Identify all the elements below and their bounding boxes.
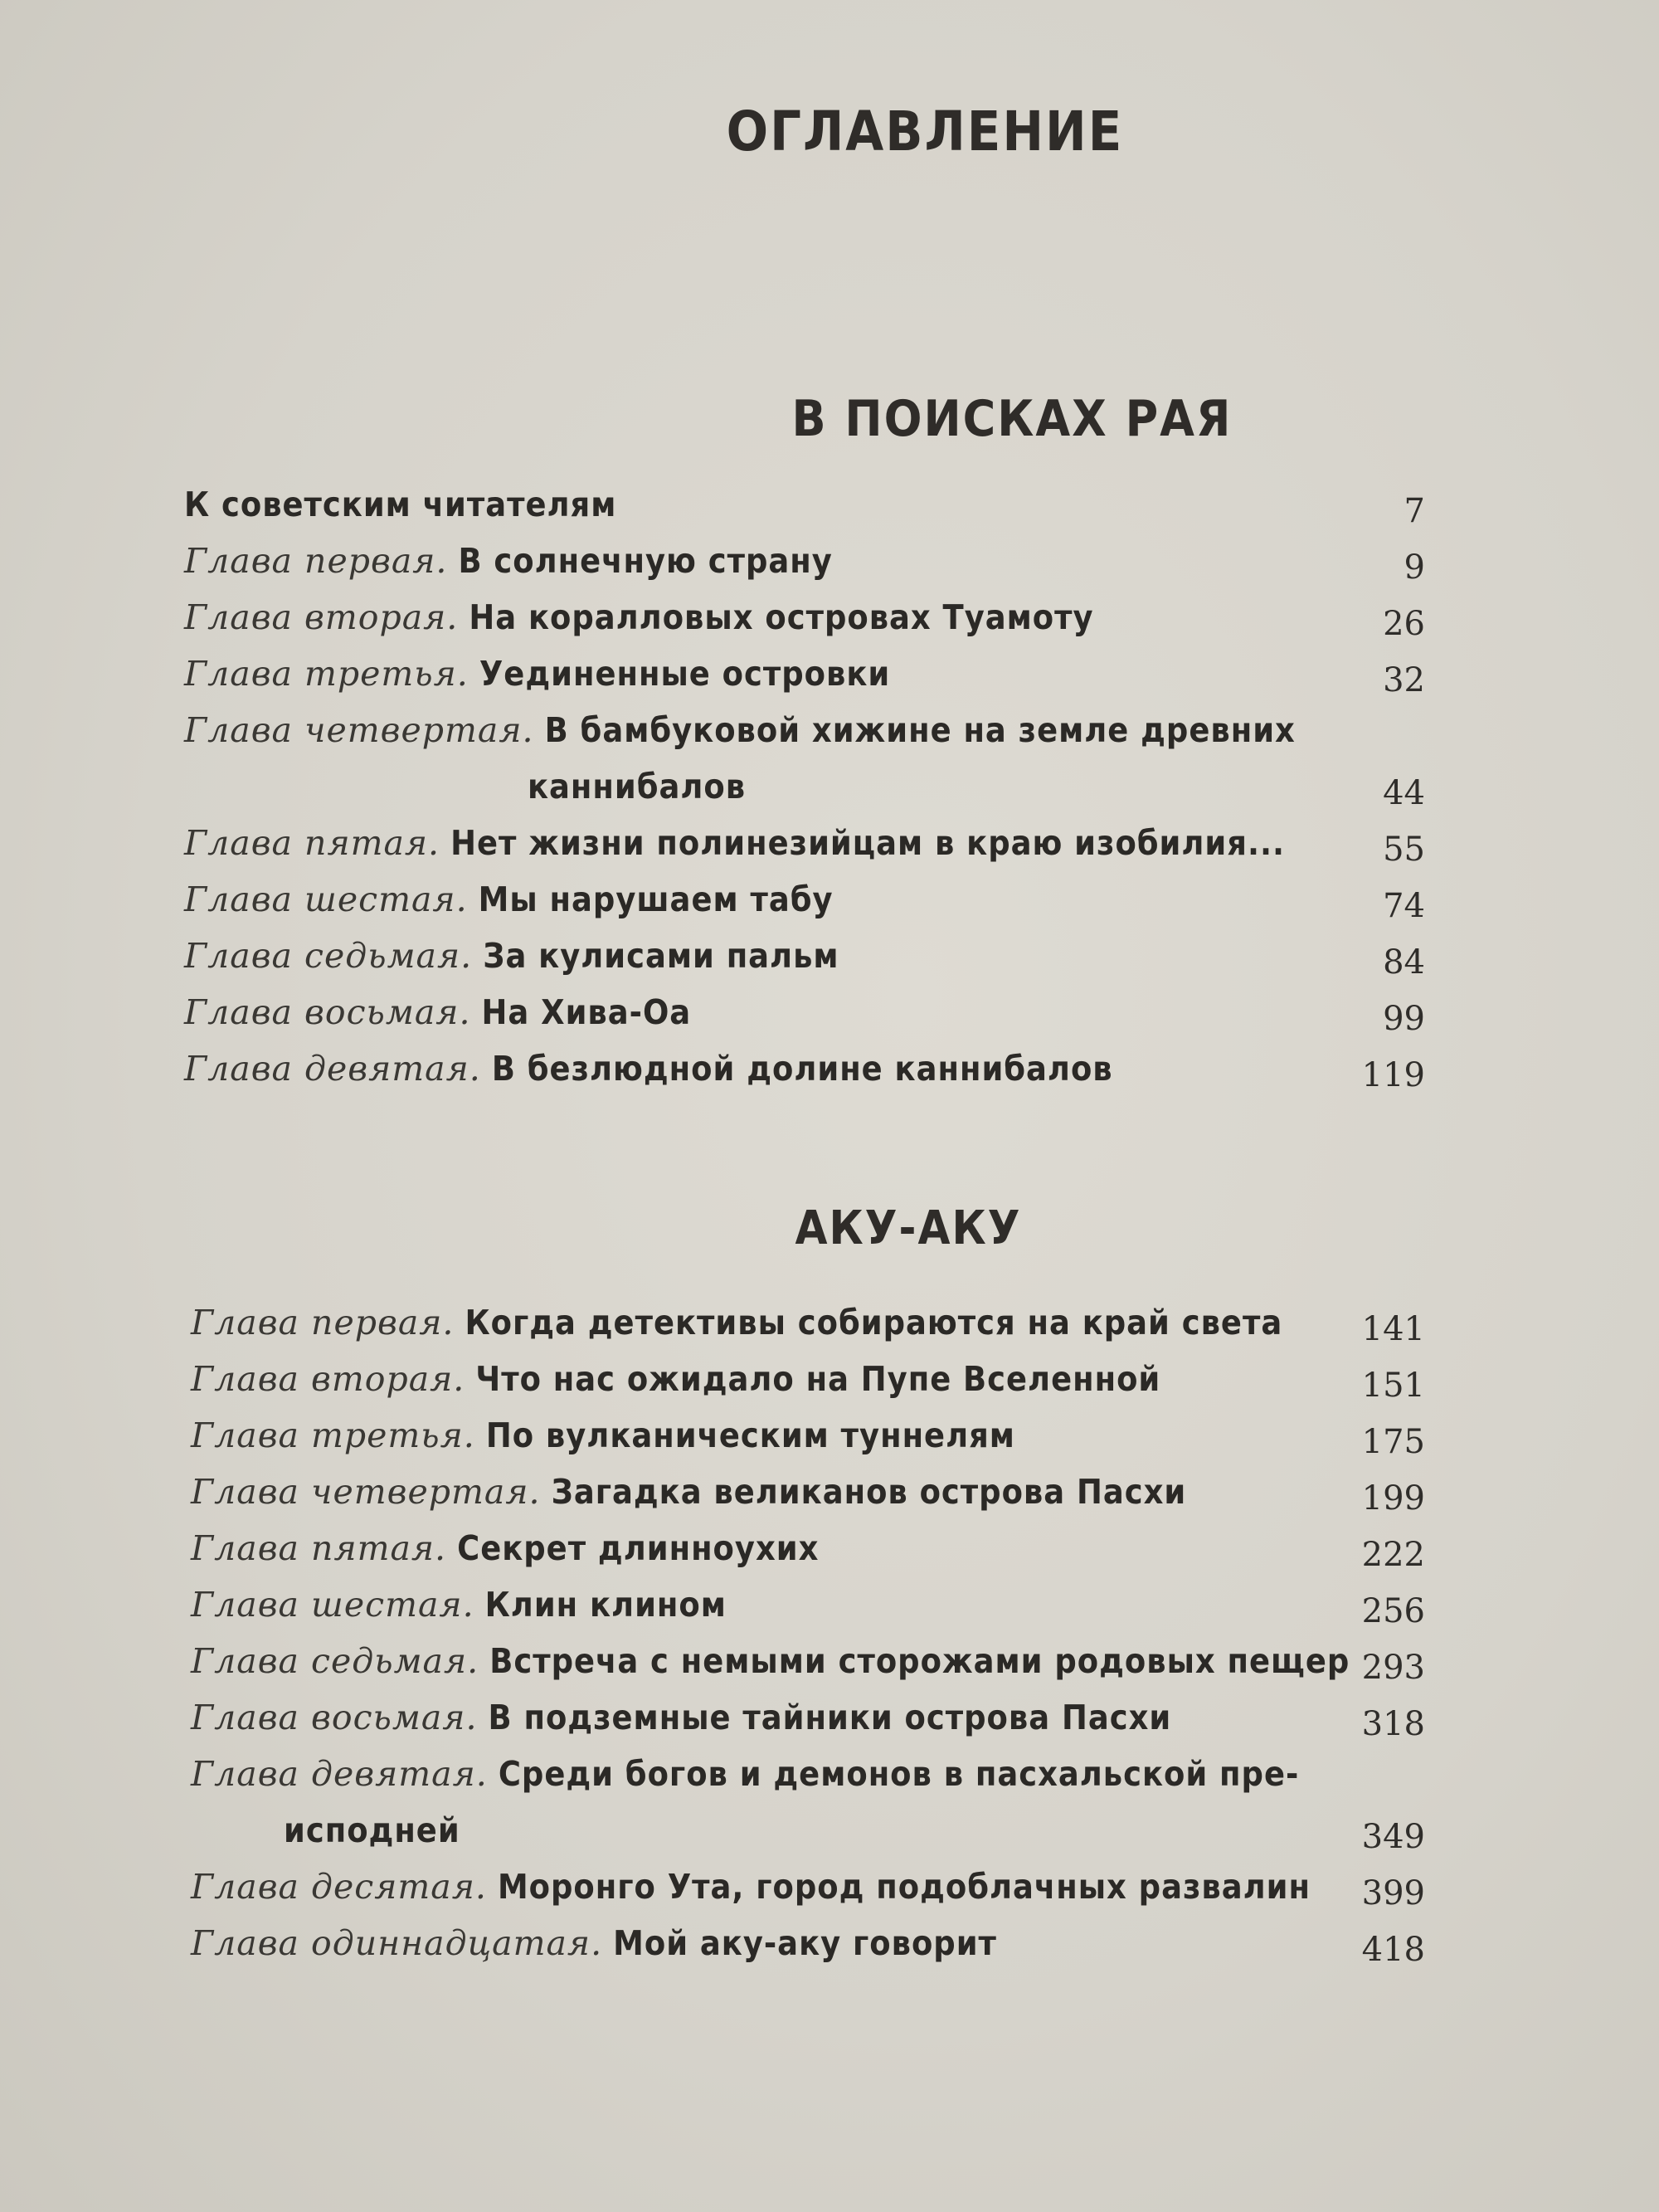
page-number: 99 xyxy=(1383,1000,1425,1038)
chapter-title: Нет жизни полинезийцам в краю изобилия... xyxy=(450,823,1286,863)
page-number: 32 xyxy=(1383,661,1425,699)
chapter-label: Глава вторая. xyxy=(191,1359,465,1399)
page-number: 418 xyxy=(1361,1931,1425,1969)
chapter-title: Встреча с немыми сторожами родовых пещер xyxy=(489,1641,1350,1681)
chapter-title: В подземные тайники острова Пасхи xyxy=(488,1698,1172,1737)
toc-entry xyxy=(0,1527,1659,1583)
chapter-title-continuation: исподней xyxy=(284,1810,460,1850)
page-number: 26 xyxy=(1383,605,1425,643)
toc-entry xyxy=(0,1470,1659,1527)
chapter-label: Глава четвертая. xyxy=(184,710,534,750)
page-number: 175 xyxy=(1361,1423,1425,1461)
page-number: 119 xyxy=(1361,1056,1425,1094)
page-number: 151 xyxy=(1361,1367,1425,1405)
page-number: 199 xyxy=(1361,1479,1425,1518)
page-number: 141 xyxy=(1361,1310,1425,1348)
page-title: ОГЛАВЛЕНИЕ xyxy=(726,100,1124,163)
toc-list xyxy=(0,483,1659,1104)
page-number: 84 xyxy=(1383,943,1425,982)
toc-list xyxy=(0,1301,1659,1978)
page-number: 256 xyxy=(1361,1592,1425,1630)
toc-entry-text xyxy=(191,1301,1352,1344)
page-number: 74 xyxy=(1383,887,1425,925)
chapter-label: Глава девятая. xyxy=(191,1754,488,1794)
chapter-label: Глава шестая. xyxy=(184,879,468,919)
toc-entry-text xyxy=(191,1583,1352,1626)
chapter-title: В бамбуковой хижине на земле древних xyxy=(544,710,1296,750)
chapter-title: Мы нарушаем табу xyxy=(478,879,834,919)
chapter-title: К советским читателям xyxy=(184,485,617,524)
page-number: 9 xyxy=(1404,548,1425,587)
chapter-label: Глава вторая. xyxy=(184,597,459,637)
chapter-label: Глава первая. xyxy=(191,1303,455,1342)
toc-entry xyxy=(0,1865,1659,1922)
part-title: АКУ-АКУ xyxy=(795,1201,1022,1255)
toc-entry xyxy=(0,1640,1659,1696)
chapter-label: Глава восьмая. xyxy=(184,992,471,1032)
chapter-label: Глава третья. xyxy=(184,654,469,694)
toc-entry-text xyxy=(184,483,1345,526)
page-number: 55 xyxy=(1383,831,1425,869)
page-number: 349 xyxy=(1361,1818,1425,1856)
chapter-label: Глава первая. xyxy=(184,541,448,581)
chapter-label: Глава одиннадцатая. xyxy=(191,1923,603,1963)
chapter-title: Что нас ожидало на Пупе Вселенной xyxy=(475,1359,1161,1399)
toc-entry-text xyxy=(184,878,1345,921)
chapter-label: Глава пятая. xyxy=(191,1528,447,1568)
toc-entry xyxy=(0,483,1659,539)
page-number: 293 xyxy=(1361,1649,1425,1687)
toc-entry xyxy=(0,1752,1659,1865)
toc-entry-text xyxy=(191,1640,1352,1683)
toc-entry xyxy=(0,709,1659,821)
chapter-title: За кулисами пальм xyxy=(483,936,839,976)
chapter-label: Глава четвертая. xyxy=(191,1472,541,1512)
toc-entry-text xyxy=(191,1922,1352,1965)
toc-entry-text xyxy=(191,1527,1352,1570)
toc-entry-text xyxy=(184,709,1345,752)
toc-entry xyxy=(0,652,1659,709)
chapter-title: На Хива-Оа xyxy=(481,992,692,1032)
chapter-title: Секрет длинноухих xyxy=(457,1528,820,1568)
chapter-label: Глава восьмая. xyxy=(191,1698,478,1737)
toc-entry xyxy=(0,596,1659,652)
chapter-label: Глава десятая. xyxy=(191,1867,487,1907)
toc-entry xyxy=(0,878,1659,934)
chapter-label: Глава шестая. xyxy=(191,1585,474,1625)
part-title: В ПОИСКАХ РАЯ xyxy=(791,390,1233,448)
chapter-title: Когда детективы собираются на край света xyxy=(465,1303,1283,1342)
toc-entry-text xyxy=(184,596,1345,639)
chapter-title: Клин клином xyxy=(484,1585,727,1625)
chapter-label: Глава седьмая. xyxy=(191,1641,479,1681)
toc-entry-text xyxy=(184,1047,1345,1090)
page-number: 318 xyxy=(1361,1705,1425,1743)
toc-entry-text xyxy=(191,1752,1352,1795)
toc-entry xyxy=(0,539,1659,596)
page-number: 7 xyxy=(1404,492,1425,530)
toc-entry-text xyxy=(184,991,1345,1034)
toc-entry-text xyxy=(191,1470,1352,1513)
toc-entry xyxy=(0,991,1659,1047)
chapter-title: Моронго Ута, город подоблачных развалин xyxy=(497,1867,1311,1907)
toc-entry xyxy=(0,1696,1659,1752)
toc-entry xyxy=(0,934,1659,991)
toc-entry xyxy=(0,1583,1659,1640)
page-number: 44 xyxy=(1383,774,1425,812)
toc-entry-text xyxy=(184,539,1345,582)
chapter-title: По вулканическим туннелям xyxy=(485,1415,1015,1455)
toc-entry xyxy=(0,821,1659,878)
toc-entry xyxy=(0,1922,1659,1978)
toc-entry-text xyxy=(184,652,1345,695)
page-number: 399 xyxy=(1361,1874,1425,1912)
page-number: 222 xyxy=(1361,1536,1425,1574)
toc-entry xyxy=(0,1357,1659,1414)
toc-entry xyxy=(0,1414,1659,1470)
chapter-title: Уединенные островки xyxy=(479,654,891,694)
chapter-title: В солнечную страну xyxy=(458,541,833,581)
toc-entry xyxy=(0,1301,1659,1357)
toc-entry-text xyxy=(191,1414,1352,1457)
toc-entry-text xyxy=(191,1865,1352,1908)
chapter-title: Среди богов и демонов в пасхальской пре- xyxy=(498,1754,1300,1794)
chapter-label: Глава девятая. xyxy=(184,1049,481,1089)
chapter-label: Глава третья. xyxy=(191,1415,475,1455)
toc-entry-text xyxy=(184,821,1345,865)
chapter-title: Мой аку-аку говорит xyxy=(613,1923,997,1963)
toc-entry-text xyxy=(191,1696,1352,1739)
toc-entry-text xyxy=(184,934,1345,977)
chapter-label: Глава седьмая. xyxy=(184,936,473,976)
chapter-label: Глава пятая. xyxy=(184,823,440,863)
chapter-title-continuation: каннибалов xyxy=(528,767,747,806)
toc-entry xyxy=(0,1047,1659,1104)
toc-entry-text xyxy=(191,1357,1352,1401)
chapter-title: Загадка великанов острова Пасхи xyxy=(551,1472,1187,1512)
chapter-title: В безлюдной долине каннибалов xyxy=(491,1049,1113,1089)
chapter-title: На коралловых островах Туамоту xyxy=(469,597,1094,637)
